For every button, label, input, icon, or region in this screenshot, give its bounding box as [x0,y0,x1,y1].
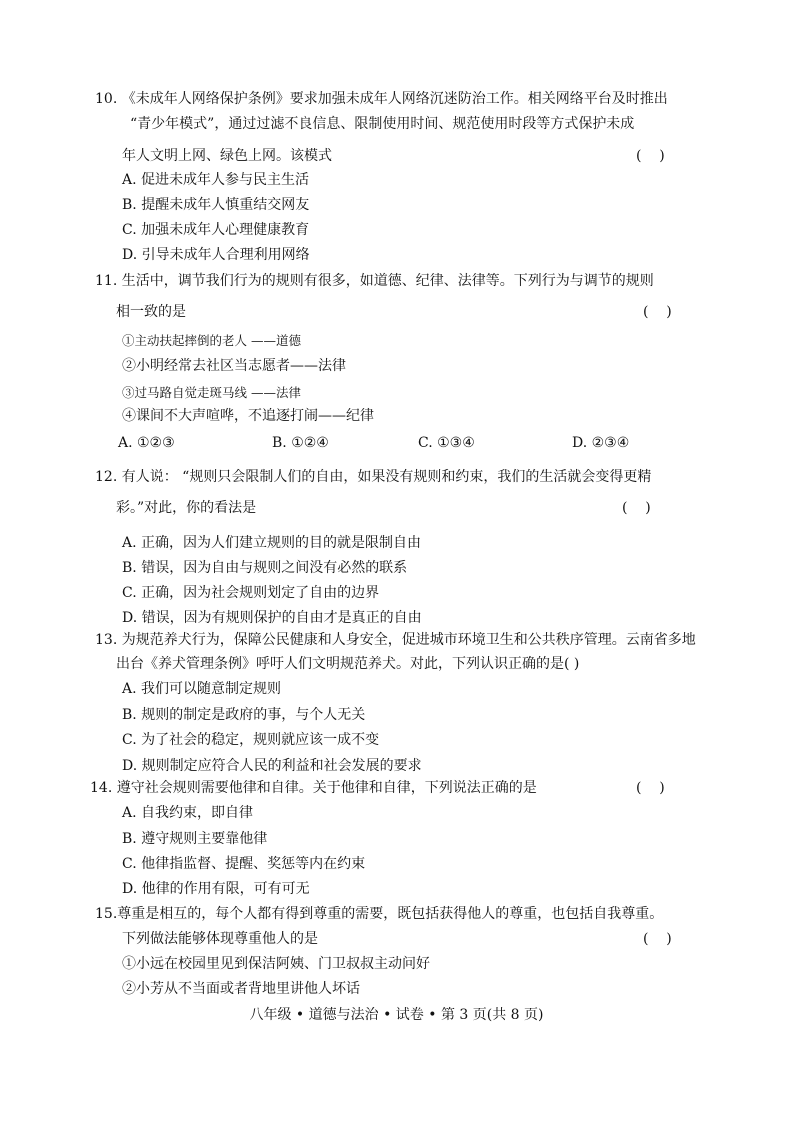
q11-option-c: C. ①③④ [418,435,475,451]
q11-option-a: A. ①②③ [118,435,175,451]
q10-option-d: D. 引导未成年人合理利用网络 [122,247,310,263]
q12-option-d: D. 错误，因为有规则保护的自由才是真正的自由 [122,610,422,626]
q11-item-2: ②小明经常去社区当志愿者——法律 [122,358,346,374]
q11-item-3: ③过马路自觉走斑马线 ——法律 [122,385,301,400]
q12-stem-line2: 彩。”对此，你的看法是 [116,500,257,516]
q11-stem-line2: 相一致的是 [116,304,186,320]
q11-option-b: B. ①②④ [272,435,329,451]
q10-option-c: C. 加强未成年人心理健康教育 [122,222,310,238]
q13-option-a: A. 我们可以随意制定规则 [122,681,282,697]
q15-stem-line1: 15.尊重是相互的，每个人都有得到尊重的需要，既包括获得他人的尊重，也包括自我尊重。 [95,906,664,922]
q10-option-b: B. 提醒未成年人慎重结交网友 [122,197,310,213]
q13-stem-line1: 13. 为规范养犬行为，保障公民健康和人身安全，促进城市环境卫生和公共秩序管理。云南省多地 [95,632,696,648]
q12-stem-line1: 12. 有人说： “规则只会限制人们的自由，如果没有规则和约束，我们的生活就会变得更精 [95,469,652,485]
q10-option-a: A. 促进未成年人参与民主生活 [122,172,310,188]
q10-stem-line2: “青少年模式”，通过过滤不良信息、限制使用时间、规范使用时段等方式保护未成 [130,116,635,132]
q13-option-d: D. 规则制定应符合人民的利益和社会发展的要求 [122,758,422,774]
q12-option-b: B. 错误，因为自由与规则之间没有必然的联系 [122,560,408,576]
q14-option-c: C. 他律指监督、提醒、奖惩等内在约束 [122,856,366,872]
q11-answer-paren: ( ) [643,304,672,320]
q10-stem-line3: 年人文明上网、绿色上网。该模式 [122,148,332,164]
q14-option-d: D. 他律的作用有限，可有可无 [122,881,310,897]
q10-answer-paren: ( ) [636,148,665,164]
q14-stem-line1: 14. 遵守社会规则需要他律和自律。关于他律和自律，下列说法正确的是 [90,780,537,796]
q12-option-c: C. 正确，因为社会规则划定了自由的边界 [122,585,380,601]
q13-option-b: B. 规则的制定是政府的事，与个人无关 [122,707,366,723]
q11-stem-line1: 11. 生活中，调节我们行为的规则有很多，如道德、纪律、法律等。下列行为与调节的规则 [95,273,654,289]
q14-answer-paren: ( ) [636,780,665,796]
q12-option-a: A. 正确，因为人们建立规则的目的就是限制自由 [122,535,422,551]
q11-item-1: ①主动扶起摔倒的老人 ——道德 [122,333,301,348]
q12-answer-paren: ( ) [622,500,651,516]
q11-item-4: ④课间不大声喧哗，不追逐打闹——纪律 [122,408,374,424]
q15-stem-line2: 下列做法能够体现尊重他人的是 [122,931,318,947]
q13-stem-line2: 出台《养犬管理条例》呼吁人们文明规范养犬。对此，下列认识正确的是( ) [116,656,580,672]
q15-answer-paren: ( ) [643,931,672,947]
q10-stem-line1: 10. 《未成年人网络保护条例》要求加强未成年人网络沉迷防治工作。相关网络平台及时推出 [95,91,668,107]
q11-option-d: D. ②③④ [572,435,630,451]
page-footer: 八年级 • 道德与法治 • 试卷 • 第 3 页(共 8 页) [249,1007,544,1023]
q15-item-1: ①小远在校园里见到保洁阿姨、门卫叔叔主动问好 [122,956,430,972]
q14-option-a: A. 自我约束，即自律 [122,805,254,821]
q13-option-c: C. 为了社会的稳定，规则就应该一成不变 [122,732,380,748]
q14-option-b: B. 遵守规则主要靠他律 [122,831,268,847]
q15-item-2: ②小芳从不当面或者背地里讲他人坏话 [122,981,360,997]
